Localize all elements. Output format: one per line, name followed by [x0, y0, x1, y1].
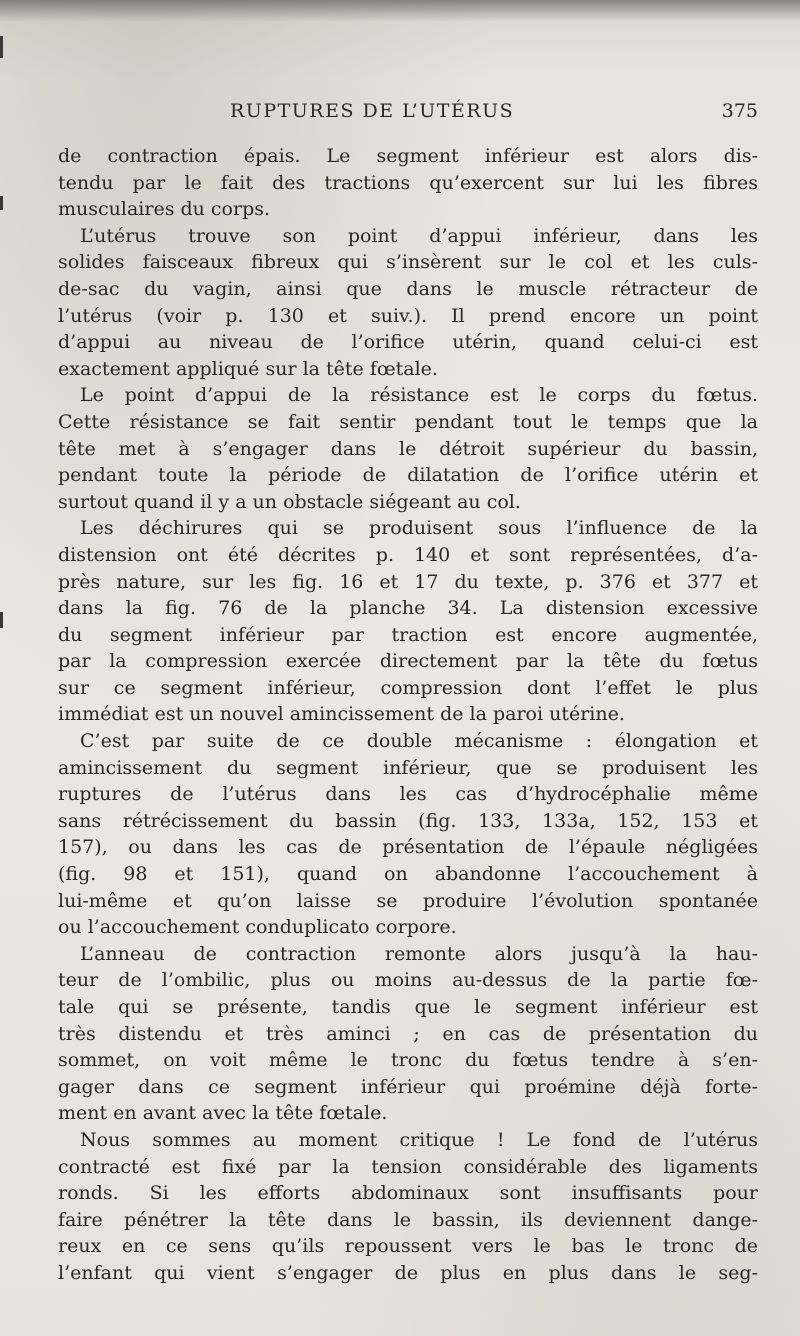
binding-mark [0, 196, 3, 210]
text-line: 157), ou dans les cas de présentation de l’épaule négligées [58, 836, 758, 859]
text-line: tête met à s’engager dans le détroit supérieur du bassin, [58, 437, 758, 460]
text-line: près nature, sur les fig. 16 et 17 du texte, p. 376 et 377 et [58, 570, 758, 593]
text-line: ronds. Si les efforts abdominaux sont insuffisants pour [58, 1182, 758, 1205]
text-line: sans rétrécissement du bassin (fig. 133, 133a, 152, 153 et [58, 809, 758, 832]
binding-mark [0, 36, 3, 58]
text-line: Les déchirures qui se produisent sous l’influence de la [80, 517, 758, 540]
text-line: L’utérus trouve son point d’appui inférieur, dans les [80, 224, 758, 247]
text-line: l’enfant qui vient s’engager de plus en plus dans le seg- [58, 1261, 758, 1284]
text-line: Cette résistance se fait sentir pendant tout le temps que la [58, 410, 758, 433]
text-line: l’utérus (voir p. 130 et suiv.). Il prend encore un point [58, 304, 758, 327]
text-line: solides faisceaux fibreux qui s’insèrent sur le col et les culs- [58, 251, 758, 274]
text-line: d’appui au niveau de l’orifice utérin, quand celui-ci est [58, 331, 758, 354]
text-line: distension ont été décrites p. 140 et sont représentées, d’a- [58, 543, 758, 566]
text-line: ruptures de l’utérus dans les cas d’hydrocéphalie même [58, 783, 758, 806]
text-line: L’anneau de contraction remonte alors jusqu’à la hau- [80, 942, 758, 965]
text-line: ou l’accouchement conduplicato corpore. [58, 916, 457, 939]
body-text [58, 143, 758, 1287]
text-line: teur de l’ombilic, plus ou moins au-dessus de la partie fœ- [58, 969, 758, 992]
running-title: RUPTURES DE L’UTÉRUS [230, 100, 515, 122]
text-line: très distendu et très aminci ; en cas de présentation du [58, 1022, 758, 1045]
text-line: immédiat est un nouvel amincissement de la paroi utérine. [58, 703, 625, 726]
text-line: contracté est fixé par la tension considérable des ligaments [58, 1155, 758, 1178]
text-line: faire pénétrer la tête dans le bassin, ils deviennent dange- [58, 1208, 758, 1231]
text-line: Le point d’appui de la résistance est le corps du fœtus. [80, 384, 758, 407]
text-line: de contraction épais. Le segment inférieur est alors dis- [58, 145, 758, 167]
text-line: musculaires du corps. [58, 198, 271, 221]
text-line: de-sac du vagin, ainsi que dans le muscle rétracteur de [58, 277, 758, 300]
text-line: (fig. 98 et 151), quand on abandonne l’accouchement à [58, 863, 758, 886]
text-line: exactement appliqué sur la tête fœtale. [58, 357, 438, 380]
binding-mark [0, 612, 3, 628]
text-line: tale qui se présente, tandis que le segment inférieur est [58, 996, 758, 1018]
text-line: C’est par suite de ce double mécanisme : élongation et [80, 730, 758, 753]
text-line: du segment inférieur par traction est encore augmentée, [58, 623, 758, 646]
scan-edge-shadow [0, 0, 800, 22]
page-number: 375 [721, 100, 758, 122]
text-line: ment en avant avec la tête fœtale. [58, 1102, 388, 1125]
text-line: gager dans ce segment inférieur qui proémine déjà forte- [58, 1075, 758, 1098]
page-header [58, 100, 758, 130]
text-line: sur ce segment inférieur, compression dont l’effet le plus [58, 676, 758, 699]
text-line: dans la fig. 76 de la planche 34. La distension excessive [58, 597, 758, 620]
text-line: tendu par le fait des tractions qu’exercent sur lui les fibres [58, 171, 758, 194]
text-line: pendant toute la période de dilatation de l’orifice utérin et [58, 464, 758, 487]
text-line: lui-même et qu’on laisse se produire l’évolution spontanée [58, 889, 758, 912]
text-line: Nous sommes au moment critique ! Le fond de l’utérus [80, 1128, 758, 1151]
text-line: surtout quand il y a un obstacle siégeant au col. [58, 490, 521, 513]
text-line: par la compression exercée directement par la tête du fœtus [58, 650, 758, 673]
text-line: sommet, on voit même le tronc du fœtus tendre à s’en- [58, 1049, 758, 1072]
text-line: reux en ce sens qu’ils repoussent vers le bas le tronc de [58, 1235, 758, 1258]
text-line: amincissement du segment inférieur, que se produisent les [58, 756, 758, 779]
